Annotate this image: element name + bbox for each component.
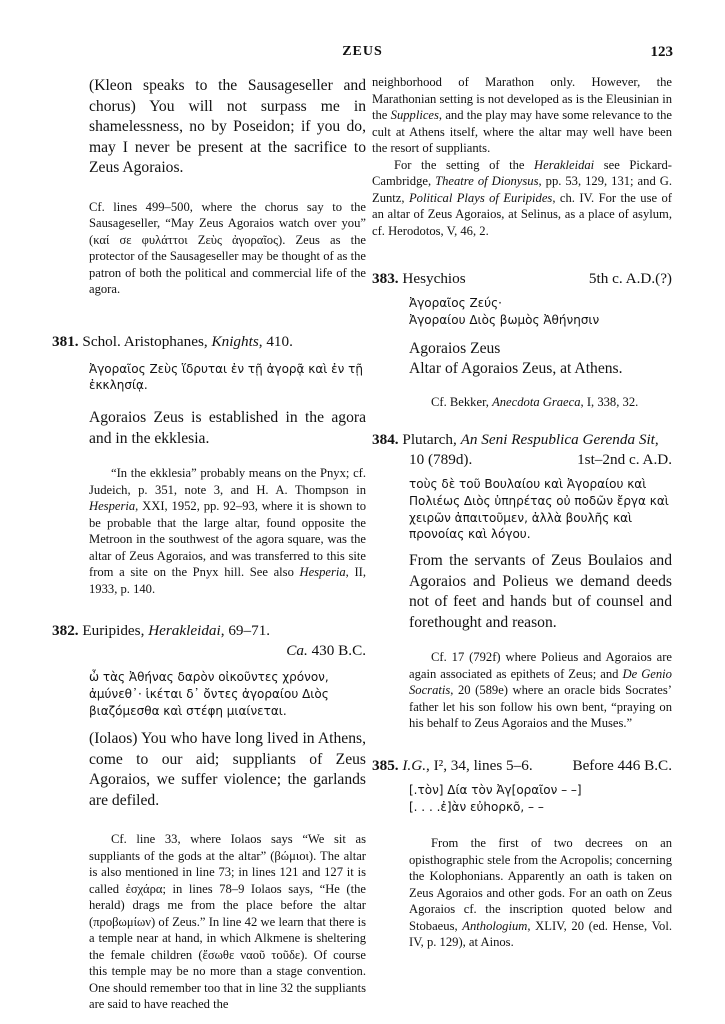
entry-383 [372, 269, 672, 410]
inscription-line-1: [.τὸν] Δία τὸν Ἀγ[οραῖον – –] [409, 782, 582, 797]
entry-source-line2: 10 (789d). [409, 451, 473, 469]
setting-commentary: For the setting of the Herakleidai see Pickard-Cambridge, Theatre of Dionysus, pp. 53, 129, 131; and G. Zuntz, Political Plays of Euripides, ch. IV. For the use of an altar of Zeus Agoraios, at Selinus, as a place of asylum, cf. Herodotos, V, 46, 2. [372, 157, 672, 238]
right-column [372, 76, 672, 951]
entry-source: Euripides, Herakleidai, 69–71. [82, 622, 271, 640]
entry-384 [372, 430, 672, 732]
entry-385 [372, 756, 672, 951]
greek-text: τοὺς δὲ τοῦ Βουλαίου καὶ Ἀγοραίου καὶ Πολιέως Διὸς ὑπηρέτας οὐ ποδῶν ἔργα καὶ χειρῶν ἀπαιτοῦμεν, ἀλλὰ βουλῆς καὶ προνοίας καὶ λόγου. [409, 477, 669, 542]
entry-number: 382. [52, 622, 79, 640]
entry-number: 385. [372, 756, 399, 774]
left-column [52, 76, 366, 1013]
commentary: Cf. line 33, where Iolaos says “We sit as suppliants of the gods at the altar” (βώμιοι). The altar is also mentioned in line 73; in lines 121 and 127 it is called ἐσχάρα; in lines 78–9 Iolaos says, “He (the herald) drags me from the place before the altar (προβωμίων) of Zeus.” In line 42 we learn that there is a temple near at hand, in which Alkmene is sheltering the female children (ἔσωθε ναοῦ τοῦδε). Of course this temple may be no more than a stage convention. One should remember too that in line 32 the suppliants are said to have reached the [89, 832, 366, 1012]
entry-source: I.G., I², 34, lines 5–6. [402, 756, 533, 774]
commentary: Cf. Bekker, Anecdota Graeca, I, 338, 32. [431, 394, 639, 409]
commentary: From the first of two decrees on an opisthographic stele from the Acropolis; concerning the Kolophonians. Apparently an oath is taken on Zeus Agoraios and other gods. For an oath on Zeus Agoraios cf. the inscription quoted below and Stobaeus, Anthologium, XLIV, 20 (ed. Hense, Vol. IV, p. 129), at Ainos. [409, 836, 672, 950]
entry-date: 5th c. A.D.(?) [588, 270, 672, 287]
entry-date: Before 446 B.C. [572, 756, 672, 774]
translation: From the servants of Zeus Boulaios and Agoraios and Polieus we demand deeds not of feet and hands but of counsel and forethought and reason. [409, 552, 672, 631]
entry-number: 383. [372, 270, 399, 287]
translation: (Iolaos) You who have long lived in Athens, come to our aid; suppliants of Zeus Agoraios, we suffer violence; the garlands are defiled. [89, 730, 366, 809]
intro-translation: (Kleon speaks to the Sausageseller and chorus) You will not surpass me in shamelessness, no by Poseidon; if you do, may I never be present at the sacrifice to Zeus Agoraios. [89, 77, 366, 176]
greek-text-1: Ἀγοραῖος Ζεύς· [409, 296, 502, 310]
inscription-line-2: [. . . .ἐ]ὰν εὐhορκõ, – – [409, 799, 544, 814]
entry-381-heading [52, 332, 366, 352]
intro-commentary: Cf. lines 499–500, where the chorus say to the Sausageseller, “May Zeus Agoraios watch over you” (καί σε φυλάττοι Ζεὺς ἀγοραῖος). Zeus as the protector of the Sausageseller may be thought of as the patron of both the political and commercial life of the agora. [89, 199, 366, 296]
entry-number: 381. [52, 332, 79, 350]
entry-381 [52, 332, 366, 598]
entry-384-heading [372, 430, 672, 450]
greek-text-2: Ἀγοραίου Διὸς βωμὸς Ἀθήνησιν [409, 312, 600, 327]
greek-text: ὦ τὰς Ἀθήνας δαρὸν οἰκοῦντες χρόνον, ἀμύνεθ᾽· ἱκέται δ᾽ ὄντες ἀγοραίου Διὸς βιαζόμεσθα καὶ στέφη μιαίνεται. [89, 670, 329, 718]
entry-382 [52, 621, 366, 1013]
translation-1: Agoraios Zeus [409, 339, 501, 357]
entry-date: 1st–2nd c. A.D. [577, 451, 672, 469]
commentary: Cf. 17 (792f) where Polieus and Agoraios are again associated as epithets of Zeus; and De Genio Socratis, 20 (589e) where an oracle bids Socrates’ father let his son follow his own bent, “praying on his behalf to Zeus Agoraios and the Muses.” [409, 650, 672, 731]
commentary: “In the ekklesia” probably means on the Pnyx; cf. Judeich, p. 351, note 3, and H. A. Thompson in Hesperia, XXI, 1952, pp. 92–93, where it is shown to be probable that the large altar, found opposite the Metroon in the southwest of the agora square, was the altar of Zeus Agoraios, and was transferred to this site from a site on the Pnyx hill. See also Hesperia, II, 1933, p. 140. [89, 466, 366, 596]
continued-commentary: neighborhood of Marathon only. However, the Marathonian setting is not developed as is the Eleusinian in the Supplices, and the play may have some relevance to the cult at Athens itself, where the altar may well have been the resort of suppliants. [372, 75, 672, 155]
translation-2: Altar of Agoraios Zeus, at Athens. [409, 360, 623, 378]
entry-382-heading [52, 621, 366, 641]
entry-date: Ca. 430 B.C. [286, 642, 366, 660]
entry-number: 384. [372, 431, 399, 449]
running-head: ZEUS [342, 44, 383, 59]
entry-385-heading [372, 756, 672, 776]
page-number: 123 [650, 44, 673, 60]
entry-source: Plutarch, An Seni Respublica Gerenda Sit, [402, 431, 659, 449]
entry-source: Hesychios [402, 270, 466, 287]
translation: Agoraios Zeus is established in the agora and in the ekklesia. [89, 409, 366, 447]
entry-source: Schol. Aristophanes, Knights, 410. [82, 332, 293, 350]
entry-384-subheading [372, 450, 672, 470]
greek-text: Ἀγοραῖος Ζεὺς ἵδρυται ἐν τῇ ἀγορᾷ καὶ ἐν τῇ ἐκκλησίᾳ. [89, 361, 363, 393]
entry-383-heading [372, 269, 672, 289]
